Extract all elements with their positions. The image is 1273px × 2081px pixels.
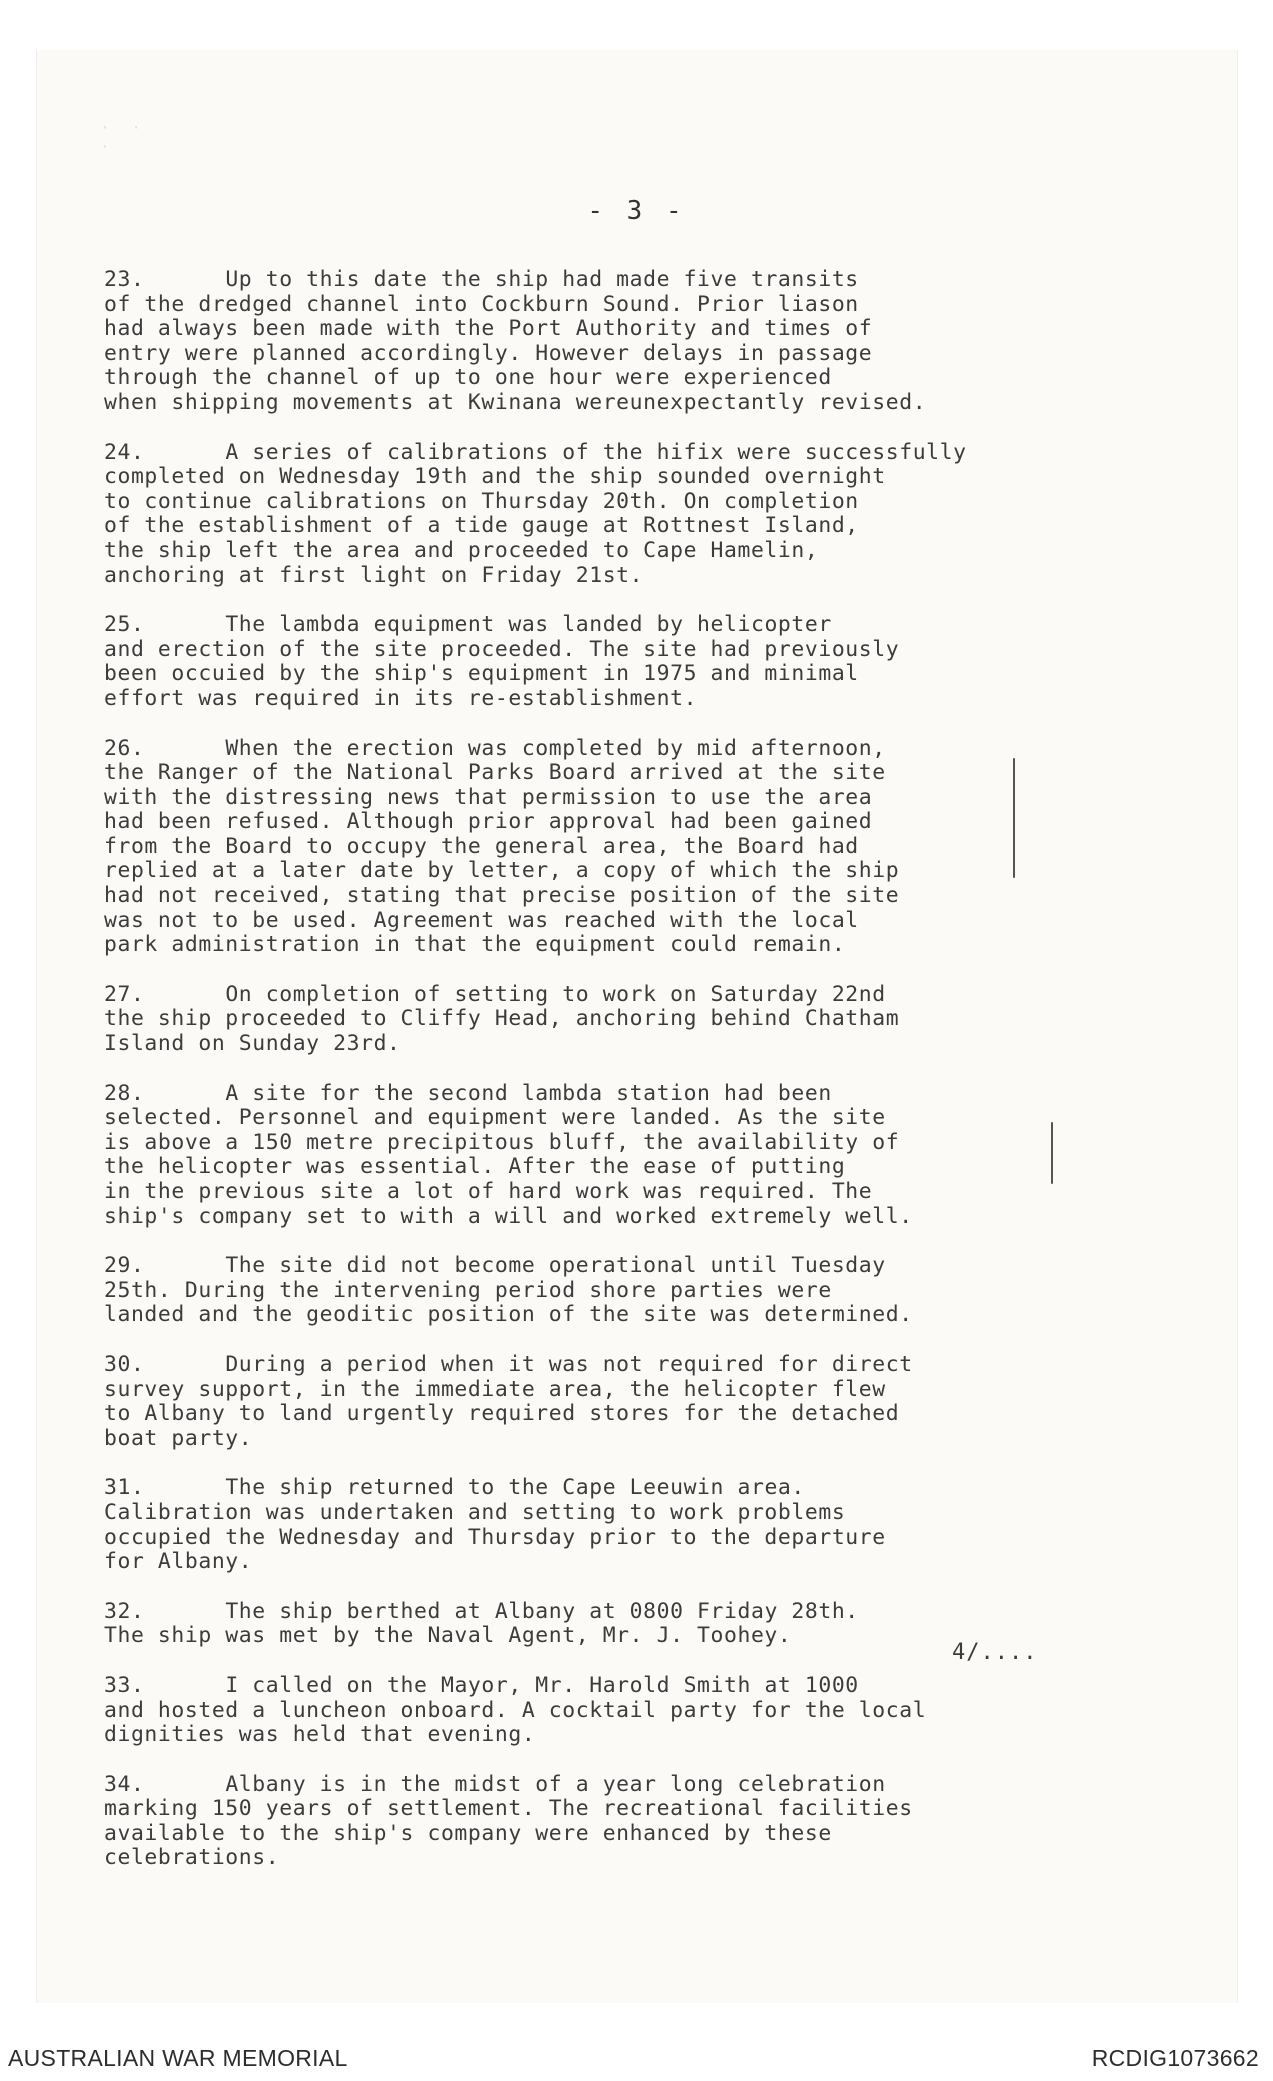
page-number: - 3 - (587, 196, 686, 226)
paragraph-text: Albany is in the midst of a year long celebration marking 150 years of settlement. The recreational facilities available to the ship's company were enhanced by these celebrations. (104, 1771, 913, 1871)
paragraph-text: When the erection was completed by mid afternoon, the Ranger of the National Parks Board arrived at the site with the distressing news that permission to use the area had been refused. Although prior approval had been gained from the Board to occupy the general area, the Board had replied at a later date by letter, a copy of which the ship had not received, stating that precise position of the site was not to be used. Agreement was reached with the local park administration in that the equipment could remain. (104, 735, 900, 958)
paragraph-text: On completion of setting to work on Saturday 22nd the ship proceeded to Cliffy Head, anchoring behind Chatham Island on Sunday 23rd. (104, 981, 900, 1057)
paragraph-number: 26. (104, 735, 145, 761)
document-body (104, 268, 1094, 1896)
paragraph-number: 33. (104, 1672, 145, 1698)
paragraph-text: The site did not become operational until Tuesday 25th. During the intervening period shore parties were landed and the geoditic position of the site was determined. (104, 1253, 913, 1328)
paragraph-31 (104, 1476, 1094, 1574)
continuation-mark: 4/.... (952, 1640, 1038, 1665)
paragraph-number: 31. (104, 1475, 145, 1501)
paragraph-text: A series of calibrations of the hifix were successfully completed on Wednesday 19th and the ship sounded overnight to continue calibrations on Thursday 20th. On completion of the establishment of a tide gauge at Rottnest Island, the ship left the area and proceeded to Cape Hamelin, anchoring at first light on Friday 21st. (104, 439, 967, 588)
paragraph-28 (104, 1082, 1094, 1230)
paragraph-number: 29. (104, 1253, 145, 1279)
margin-mark (1051, 1122, 1053, 1184)
paragraph-24 (104, 441, 1094, 589)
paragraph-text: The ship returned to the Cape Leeuwin area. Calibration was undertaken and setting to work problems occupied the Wednesday and Thursday prior to the departure for Albany. (104, 1475, 886, 1575)
paragraph-27 (104, 983, 1094, 1057)
paragraph-30 (104, 1353, 1094, 1451)
paragraph-23 (104, 268, 1094, 416)
paragraph-26 (104, 737, 1094, 958)
paragraph-text: A site for the second lambda station had been selected. Personnel and equipment were landed. As the site is above a 150 metre precipitous bluff, the availability of the helicopter was essential. After the ease of putting in the previous site a lot of hard work was required. The ship's company set to with a will and worked extremely well. (104, 1080, 913, 1229)
paragraph-34 (104, 1773, 1094, 1871)
paragraph-text: I called on the Mayor, Mr. Harold Smith at 1000 and hosted a luncheon onboard. A cocktail party for the local dignities was held that evening. (104, 1672, 927, 1748)
paper-smudge: · · · (100, 118, 147, 156)
paragraph-text: The ship berthed at Albany at 0800 Friday 28th. The ship was met by the Naval Agent, Mr. J. Toohey. (104, 1598, 859, 1649)
paragraph-number: 23. (104, 267, 145, 292)
footer-record-id: RCDIG1073662 (1091, 2045, 1259, 2071)
paragraph-number: 32. (104, 1598, 145, 1624)
paragraph-number: 28. (104, 1080, 145, 1106)
paragraph-32 (104, 1600, 1094, 1649)
paragraph-number: 30. (104, 1351, 145, 1377)
footer-archive-name: AUSTRALIAN WAR MEMORIAL (8, 2045, 348, 2071)
margin-mark (1013, 758, 1015, 878)
paragraph-number: 34. (104, 1771, 145, 1797)
paragraph-text: During a period when it was not required for direct survey support, in the immediate area, the helicopter flew to Albany to land urgently required stores for the detached boat party. (104, 1351, 913, 1451)
paragraph-number: 27. (104, 981, 145, 1007)
paragraph-number: 24. (104, 439, 145, 465)
paragraph-text: Up to this date the ship had made five transits of the dredged channel into Cockburn Sound. Prior liason had always been made with the Port Authority and times of entry were planned accordingly. However delays in passage through the channel of up to one hour were experienced when shipping movements at Kwinana wereunexpectantly revised. (104, 267, 927, 415)
footer (0, 2031, 1273, 2081)
paragraph-29 (104, 1254, 1094, 1328)
paragraph-25 (104, 613, 1094, 711)
paragraph-number: 25. (104, 612, 145, 638)
paragraph-text: The lambda equipment was landed by helicopter and erection of the site proceeded. The site had previously been occuied by the ship's equipment in 1975 and minimal effort was required in its re-establishment. (104, 612, 900, 711)
paragraph-33 (104, 1674, 1094, 1748)
